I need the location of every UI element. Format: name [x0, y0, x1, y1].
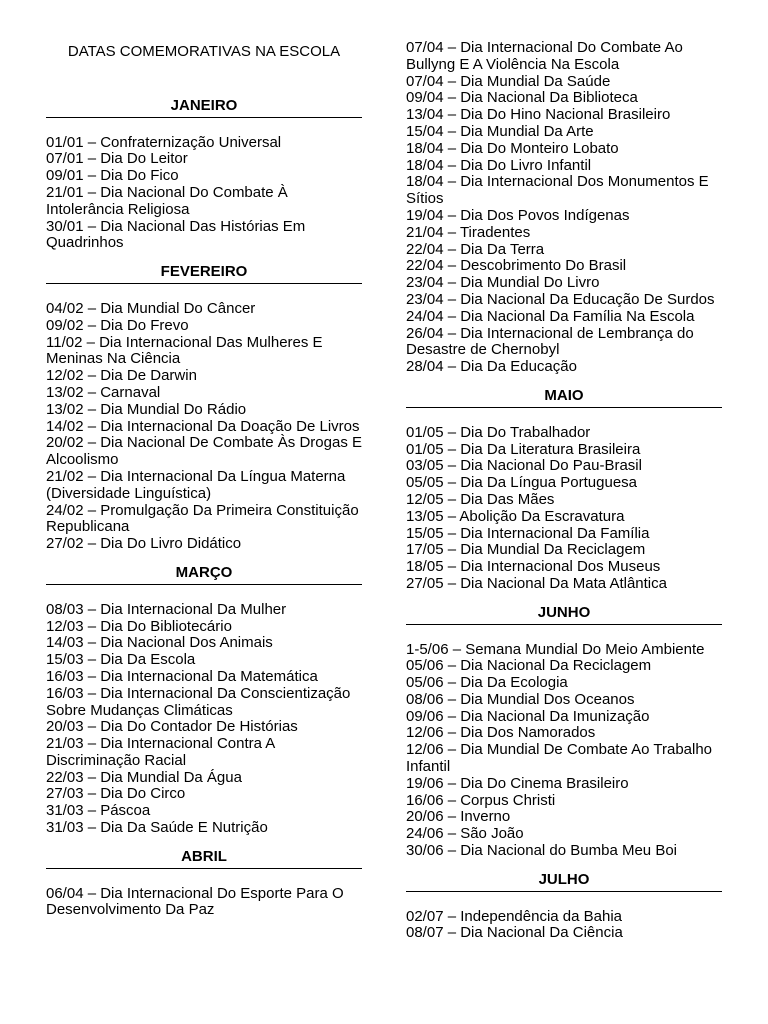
month-heading: MAIO [406, 388, 722, 408]
date-entry: 13/04 – Dia Do Hino Nacional Brasileiro [406, 106, 671, 124]
date-entry: 14/02 – Dia Internacional Da Doação De Livros [46, 417, 360, 435]
date-entry: 28/04 – Dia Da Educação [406, 358, 577, 376]
date-entry: 21/04 – Tiradentes [406, 223, 531, 241]
date-entry: 05/05 – Dia Da Língua Portuguesa [406, 474, 637, 492]
date-entry: 05/06 – Dia Nacional Da Reciclagem [406, 657, 652, 675]
date-entry: 26/04 – Dia Internacional de Lembrança do Desastre de Chernobyl [406, 324, 694, 359]
date-entry: 07/04 – Dia Mundial Da Saúde [406, 72, 611, 90]
date-entry: 23/04 – Dia Mundial Do Livro [406, 274, 600, 292]
date-entry: 12/03 – Dia Do Bibliotecário [46, 617, 232, 635]
date-entry: 12/05 – Dia Das Mães [406, 490, 555, 508]
date-entry: 27/03 – Dia Do Circo [46, 785, 186, 803]
date-entry: 21/01 – Dia Nacional Do Combate À Intolerância Religiosa [46, 183, 288, 218]
date-entry: 15/03 – Dia Da Escola [46, 651, 196, 669]
date-entry: 09/04 – Dia Nacional Da Biblioteca [406, 89, 638, 107]
document-title: DATAS COMEMORATIVAS NA ESCOLA [67, 43, 341, 60]
date-entry: 12/02 – Dia De Darwin [46, 367, 197, 385]
date-entry: 07/01 – Dia Do Leitor [46, 150, 188, 168]
month-heading: ABRIL [46, 849, 362, 869]
date-entry: 07/04 – Dia Internacional Do Combate Ao Bullyng E A Violência Na Escola [406, 39, 683, 73]
date-list [46, 301, 362, 553]
date-entry: 18/04 – Dia Internacional Dos Monumentos E Sítios [406, 173, 709, 208]
date-entry: 18/04 – Dia Do Livro Infantil [406, 156, 592, 174]
date-entry: 14/03 – Dia Nacional Dos Animais [46, 634, 273, 652]
right-column [406, 40, 722, 954]
date-entry: 22/03 – Dia Mundial Da Água [46, 768, 242, 786]
date-entry: 11/02 – Dia Internacional Das Mulheres E Meninas Na Ciência [46, 333, 323, 368]
date-list [406, 425, 722, 593]
date-list [46, 886, 362, 920]
date-entry: 16/03 – Dia Internacional Da Conscientização Sobre Mudanças Climáticas [46, 684, 351, 719]
date-entry: 06/04 – Dia Internacional Do Esporte Para O Desenvolvimento Da Paz [46, 884, 344, 919]
date-entry: 30/01 – Dia Nacional Das Histórias Em Quadrinhos [46, 217, 306, 252]
date-list [46, 135, 362, 253]
date-entry: 04/02 – Dia Mundial Do Câncer [46, 299, 256, 317]
date-entry: 18/05 – Dia Internacional Dos Museus [406, 558, 661, 576]
date-entry: 12/06 – Dia Dos Namorados [406, 724, 596, 742]
date-entry: 13/02 – Carnaval [46, 383, 161, 401]
date-entry: 09/01 – Dia Do Fico [46, 167, 179, 185]
date-list [406, 40, 722, 376]
month-heading: MARÇO [46, 565, 362, 585]
date-entry: 27/02 – Dia Do Livro Didático [46, 535, 242, 553]
date-entry: 15/05 – Dia Internacional Da Família [406, 524, 650, 542]
month-heading: FEVEREIRO [46, 264, 362, 284]
date-entry: 18/04 – Dia Do Monteiro Lobato [406, 139, 619, 157]
date-entry: 08/03 – Dia Internacional Da Mulher [46, 600, 287, 618]
date-entry: 19/04 – Dia Dos Povos Indígenas [406, 206, 630, 224]
date-list [406, 642, 722, 860]
date-entry: 19/06 – Dia Do Cinema Brasileiro [406, 774, 629, 792]
left-column [46, 40, 362, 931]
date-entry: 21/03 – Dia Internacional Contra A Discriminação Racial [46, 735, 275, 769]
date-entry: 12/06 – Dia Mundial De Combate Ao Trabalho Infantil [406, 741, 713, 776]
date-entry: 20/03 – Dia Do Contador De Histórias [46, 718, 298, 736]
date-entry: 05/06 – Dia Da Ecologia [406, 674, 568, 692]
date-entry: 16/06 – Corpus Christi [406, 791, 556, 809]
month-heading: JUNHO [406, 605, 722, 625]
date-entry: 20/06 – Inverno [406, 808, 511, 826]
date-entry: 24/06 – São João [406, 825, 524, 843]
date-entry: 13/05 – Abolição Da Escravatura [406, 507, 625, 525]
date-entry: 01/05 – Dia Do Trabalhador [406, 423, 591, 441]
date-entry: 30/06 – Dia Nacional do Bumba Meu Boi [406, 842, 677, 860]
date-entry: 23/04 – Dia Nacional Da Educação De Surdos [406, 290, 715, 308]
date-entry: 27/05 – Dia Nacional Da Mata Atlântica [406, 574, 667, 592]
date-list [406, 909, 722, 943]
date-entry: 21/02 – Dia Internacional Da Língua Materna (Diversidade Linguística) [46, 467, 346, 502]
date-entry: 31/03 – Páscoa [46, 802, 151, 820]
date-entry: 31/03 – Dia Da Saúde E Nutrição [46, 819, 268, 837]
date-entry: 15/04 – Dia Mundial Da Arte [406, 122, 594, 140]
date-list [46, 602, 362, 837]
date-entry: 1-5/06 – Semana Mundial Do Meio Ambiente [406, 640, 705, 658]
date-entry: 22/04 – Descobrimento Do Brasil [406, 257, 627, 275]
date-entry: 24/02 – Promulgação Da Primeira Constituição Republicana [46, 501, 359, 536]
date-entry: 24/04 – Dia Nacional Da Família Na Escola [406, 307, 695, 325]
date-entry: 08/07 – Dia Nacional Da Ciência [406, 924, 623, 942]
date-entry: 17/05 – Dia Mundial Da Reciclagem [406, 541, 646, 559]
date-entry: 03/05 – Dia Nacional Do Pau-Brasil [406, 457, 642, 475]
month-heading: JANEIRO [46, 98, 362, 118]
date-entry: 22/04 – Dia Da Terra [406, 240, 545, 258]
date-entry: 01/01 – Confraternização Universal [46, 133, 282, 151]
date-entry: 16/03 – Dia Internacional Da Matemática [46, 667, 318, 685]
date-entry: 13/02 – Dia Mundial Do Rádio [46, 400, 247, 418]
date-entry: 02/07 – Independência da Bahia [406, 907, 623, 925]
date-entry: 09/06 – Dia Nacional Da Imunização [406, 707, 650, 725]
month-heading: JULHO [406, 872, 722, 892]
date-entry: 01/05 – Dia Da Literatura Brasileira [406, 440, 641, 458]
date-entry: 09/02 – Dia Do Frevo [46, 316, 189, 334]
date-entry: 20/02 – Dia Nacional De Combate Às Drogas E Alcoolismo [46, 434, 362, 469]
date-entry: 08/06 – Dia Mundial Dos Oceanos [406, 690, 635, 708]
